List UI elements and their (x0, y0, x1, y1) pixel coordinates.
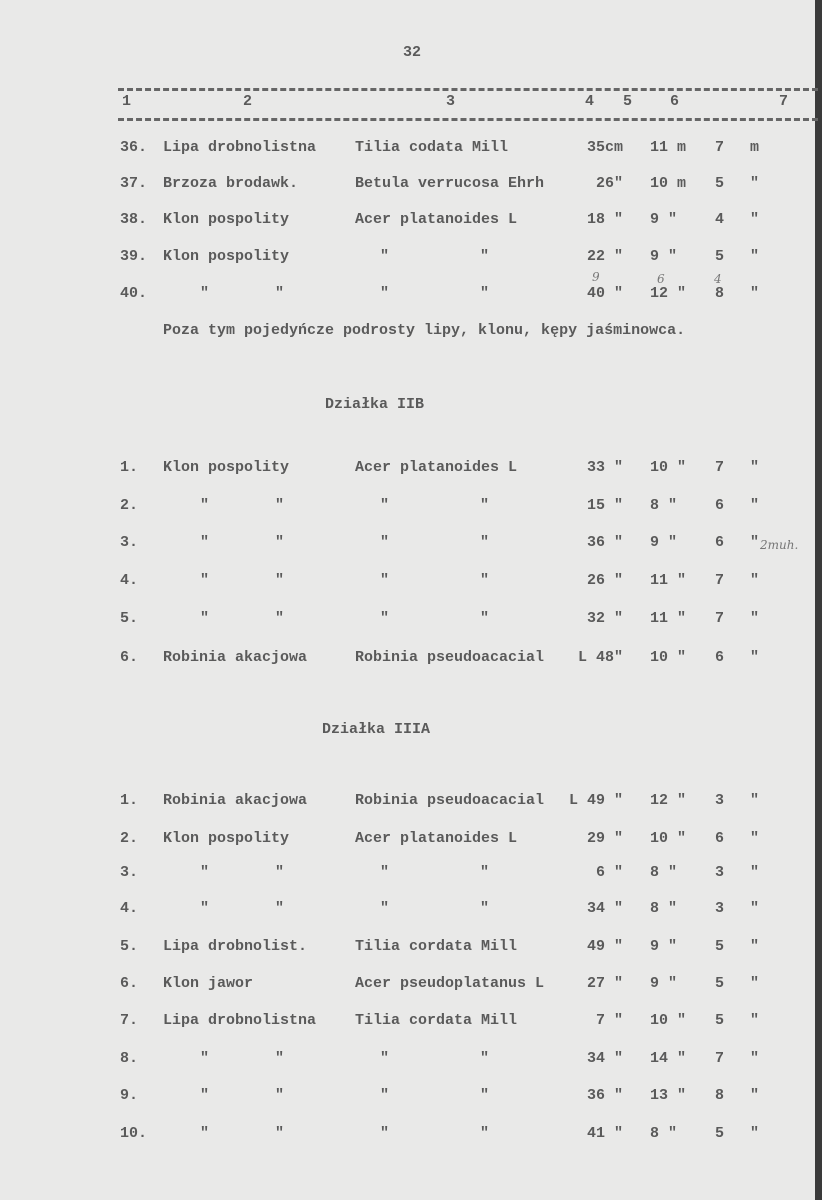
common-name: Lipa drobnolistna (163, 139, 317, 156)
common-name: " (200, 610, 210, 627)
height: 8 " (650, 497, 678, 514)
height: 8 " (650, 864, 678, 881)
row-number: 4. (120, 572, 139, 589)
unit: " (750, 938, 760, 955)
diameter: 26" (595, 175, 623, 192)
common-name-ditto: " (275, 1125, 285, 1142)
row-number: 7. (120, 1012, 139, 1029)
latin-name: Tilia cordata Mill (355, 938, 518, 955)
height: 9 " (650, 534, 678, 551)
latin-name: " (380, 248, 390, 265)
latin-name-ditto: " (480, 900, 490, 917)
latin-name-ditto: " (480, 572, 490, 589)
crown: 5 (715, 1012, 725, 1029)
unit: " (750, 900, 760, 917)
unit: " (750, 285, 760, 302)
crown: 6 (715, 497, 725, 514)
latin-name: " (380, 1087, 390, 1104)
unit: " (750, 211, 760, 228)
common-name-ditto: " (275, 1050, 285, 1067)
common-name: " (200, 572, 210, 589)
crown: 6 (715, 534, 725, 551)
handwritten-correction: 9 (592, 270, 600, 284)
height: 10 m (650, 175, 687, 192)
unit: " (750, 830, 760, 847)
section-1-note: Poza tym pojedyńcze podrosty lipy, klonu, kępy jaśminowca. (163, 322, 686, 339)
common-name: " (200, 1050, 210, 1067)
diameter: 34 " (586, 1050, 623, 1067)
common-name: Lipa drobnolist. (163, 938, 308, 955)
latin-name: Tilia codata Mill (355, 139, 509, 156)
common-name-ditto: " (275, 1087, 285, 1104)
row-number: 6. (120, 975, 139, 992)
diameter: 7 " (595, 1012, 623, 1029)
diameter: 40 " (586, 285, 623, 302)
common-name-ditto: " (275, 572, 285, 589)
diameter: 26 " (586, 572, 623, 589)
common-name: Brzoza brodawk. (163, 175, 299, 192)
height: 13 " (650, 1087, 687, 1104)
diameter: 29 " (586, 830, 623, 847)
col-header-6: 6 (670, 93, 680, 110)
section-2-heading: Działka IIB (325, 396, 425, 413)
common-name: Klon jawor (163, 975, 254, 992)
crown: 5 (715, 975, 725, 992)
unit: " (750, 792, 760, 809)
unit: " (750, 572, 760, 589)
latin-name: Robinia pseudoacacial (355, 649, 545, 666)
crown: 3 (715, 792, 725, 809)
row-number: 2. (120, 830, 139, 847)
common-name: " (200, 1087, 210, 1104)
unit: " (750, 975, 760, 992)
common-name: Robinia akacjowa (163, 649, 308, 666)
row-number: 36. (120, 139, 148, 156)
common-name-ditto: " (275, 900, 285, 917)
col-header-3: 3 (446, 93, 456, 110)
common-name: " (200, 285, 210, 302)
crown: 5 (715, 175, 725, 192)
unit: " (750, 459, 760, 476)
header-divider-top (118, 88, 818, 91)
common-name: Robinia akacjowa (163, 792, 308, 809)
height: 12 " (650, 792, 687, 809)
latin-name: Acer platanoides L (355, 211, 518, 228)
height: 8 " (650, 1125, 678, 1142)
common-name: Klon pospolity (163, 248, 290, 265)
row-number: 9. (120, 1087, 139, 1104)
crown: 8 (715, 1087, 725, 1104)
common-name: " (200, 864, 210, 881)
height: 9 " (650, 975, 678, 992)
unit: " (750, 1125, 760, 1142)
latin-name-ditto: " (480, 285, 490, 302)
col-header-1: 1 (122, 93, 132, 110)
col-header-7: 7 (779, 93, 789, 110)
latin-name-ditto: " (480, 864, 490, 881)
common-name: " (200, 497, 210, 514)
col-header-2: 2 (243, 93, 253, 110)
height: 9 " (650, 211, 678, 228)
latin-name: Acer pseudoplatanus L (355, 975, 545, 992)
diameter: 27 " (586, 975, 623, 992)
unit: " (750, 1012, 760, 1029)
unit: " (750, 864, 760, 881)
section-3-heading: Działka IIIA (322, 721, 431, 738)
latin-name: Tilia cordata Mill (355, 1012, 518, 1029)
common-name: " (200, 1125, 210, 1142)
latin-name-ditto: " (480, 534, 490, 551)
height: 9 " (650, 938, 678, 955)
unit: " (750, 1050, 760, 1067)
latin-name: " (380, 864, 390, 881)
latin-name: " (380, 497, 390, 514)
row-number: 1. (120, 792, 139, 809)
row-number: 8. (120, 1050, 139, 1067)
crown: 6 (715, 830, 725, 847)
latin-name: " (380, 900, 390, 917)
height: 11 " (650, 572, 687, 589)
diameter: 15 " (586, 497, 623, 514)
height: 9 " (650, 248, 678, 265)
row-number: 39. (120, 248, 148, 265)
latin-name-ditto: " (480, 1087, 490, 1104)
row-number: 4. (120, 900, 139, 917)
crown: 3 (715, 900, 725, 917)
latin-name: Robinia pseudoacacial (355, 792, 545, 809)
latin-name: " (380, 572, 390, 589)
unit: " (750, 497, 760, 514)
diameter: 36 " (586, 1087, 623, 1104)
diameter: 22 " (586, 248, 623, 265)
latin-name: " (380, 534, 390, 551)
crown: 5 (715, 938, 725, 955)
row-number: 10. (120, 1125, 148, 1142)
latin-name: " (380, 610, 390, 627)
height: 11 " (650, 610, 687, 627)
height: 12 " (650, 285, 687, 302)
common-name: Klon pospolity (163, 830, 290, 847)
crown: 6 (715, 649, 725, 666)
latin-name-ditto: " (480, 1050, 490, 1067)
latin-name-ditto: " (480, 1125, 490, 1142)
latin-name: " (380, 1125, 390, 1142)
crown: 7 (715, 572, 725, 589)
unit: m (750, 139, 760, 156)
latin-name: Betula verrucosa Ehrh (355, 175, 545, 192)
crown: 7 (715, 139, 725, 156)
row-number: 5. (120, 610, 139, 627)
latin-name: " (380, 285, 390, 302)
unit: " (750, 610, 760, 627)
row-number: 37. (120, 175, 148, 192)
common-name: Klon pospolity (163, 459, 290, 476)
unit: " (750, 1087, 760, 1104)
diameter: 41 " (586, 1125, 623, 1142)
height: 14 " (650, 1050, 687, 1067)
diameter: 36 " (586, 534, 623, 551)
row-number: 3. (120, 864, 139, 881)
header-divider-bottom (118, 118, 818, 121)
crown: 8 (715, 285, 725, 302)
col-header-5: 5 (623, 93, 633, 110)
common-name-ditto: " (275, 610, 285, 627)
row-number: 38. (120, 211, 148, 228)
crown: 5 (715, 248, 725, 265)
diameter: 18 " (586, 211, 623, 228)
crown: 5 (715, 1125, 725, 1142)
unit: " (750, 248, 760, 265)
row-number: 40. (120, 285, 148, 302)
row-number: 1. (120, 459, 139, 476)
common-name: " (200, 534, 210, 551)
handwritten-correction: 6 (657, 272, 665, 286)
diameter: 35cm (586, 139, 623, 156)
height: 11 m (650, 139, 687, 156)
latin-name-ditto: " (480, 610, 490, 627)
col-header-4: 4 (585, 93, 595, 110)
common-name: Lipa drobnolistna (163, 1012, 317, 1029)
common-name-ditto: " (275, 497, 285, 514)
height: 10 " (650, 459, 687, 476)
diameter: L 49 " (568, 792, 623, 809)
height: 10 " (650, 830, 687, 847)
crown: 7 (715, 610, 725, 627)
common-name: Klon pospolity (163, 211, 290, 228)
crown: 3 (715, 864, 725, 881)
unit: " (750, 649, 760, 666)
common-name-ditto: " (275, 864, 285, 881)
unit: " (750, 175, 760, 192)
diameter: 49 " (586, 938, 623, 955)
latin-name: Acer platanoides L (355, 459, 518, 476)
diameter: 6 " (595, 864, 623, 881)
latin-name-ditto: " (480, 248, 490, 265)
crown: 4 (715, 211, 725, 228)
diameter: L 48" (577, 649, 623, 666)
crown: 7 (715, 1050, 725, 1067)
diameter: 34 " (586, 900, 623, 917)
margin-note: 2muh. (760, 538, 799, 552)
common-name-ditto: " (275, 534, 285, 551)
height: 10 " (650, 649, 687, 666)
height: 10 " (650, 1012, 687, 1029)
handwritten-correction: 4 (714, 272, 722, 286)
row-number: 6. (120, 649, 139, 666)
row-number: 3. (120, 534, 139, 551)
height: 8 " (650, 900, 678, 917)
common-name: " (200, 900, 210, 917)
latin-name: " (380, 1050, 390, 1067)
page-number: 32 (403, 44, 422, 61)
unit: " (750, 534, 760, 551)
diameter: 33 " (586, 459, 623, 476)
common-name-ditto: " (275, 285, 285, 302)
latin-name: Acer platanoides L (355, 830, 518, 847)
row-number: 5. (120, 938, 139, 955)
diameter: 32 " (586, 610, 623, 627)
row-number: 2. (120, 497, 139, 514)
crown: 7 (715, 459, 725, 476)
latin-name-ditto: " (480, 497, 490, 514)
